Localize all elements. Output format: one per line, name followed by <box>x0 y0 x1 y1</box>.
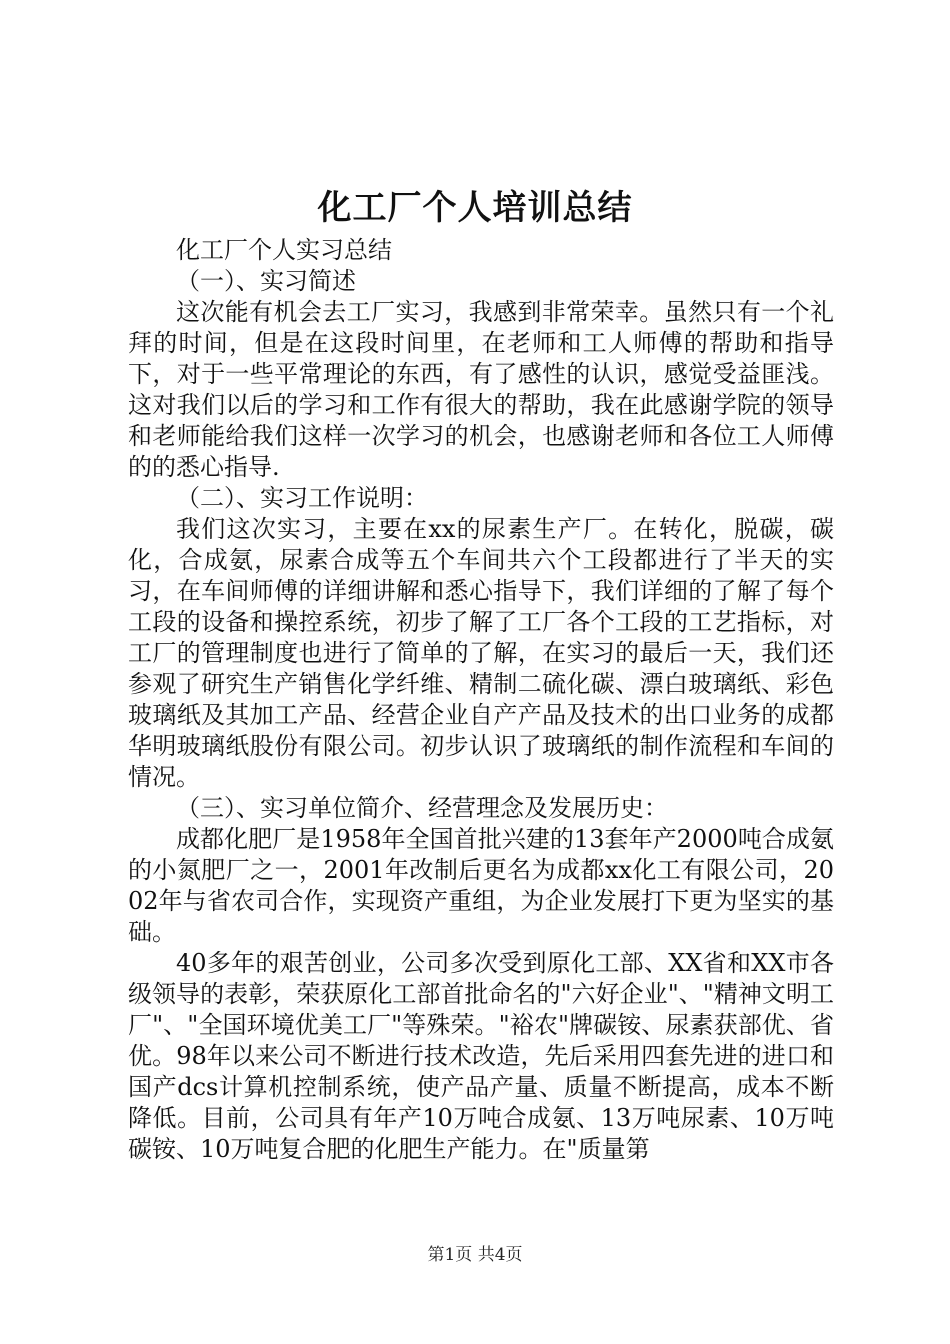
section-heading-2: （二）、实习工作说明： <box>176 484 428 512</box>
page-number-footer: 第1页 共4页 <box>427 1245 523 1265</box>
document-body <box>128 235 834 1165</box>
document-title: 化工厂个人培训总结 <box>317 188 633 228</box>
body-paragraph-4: 40多年的艰苦创业，公司多次受到原化工部、XX省和XX市各级领导的表彰，荣获原化工部首批命名的"六好企业"、"精神文明工厂"、"全国环境优美工厂"等殊荣。"裕农"牌碳铵、尿素获部优、省优。98年以来公司不断进行技术改造，先后采用四套先进的进口和国产dcs计算机控制系统，使产品产量、质量不断提高，成本不断降低。目前，公司具有年产10万吨合成氨、13万吨尿素、10万吨碳铵、10万吨复合肥的化肥生产能力。在"质量第 <box>128 949 834 1163</box>
body-paragraph-2: 我们这次实习，主要在xx的尿素生产厂。在转化，脱碳，碳化，合成氨，尿素合成等五个车间共六个工段都进行了半天的实习，在车间师傅的详细讲解和悉心指导下，我们详细的了解了每个工段的设备和操控系统，初步了解了工厂各个工段的工艺指标，对工厂的管理制度也进行了简单的了解，在实习的最后一天，我们还参观了研究生产销售化学纤维、精制二硫化碳、漂白玻璃纸、彩色玻璃纸及其加工产品、经营企业自产产品及技术的出口业务的成都华明玻璃纸股份有限公司。初步认识了玻璃纸的制作流程和车间的情况。 <box>128 515 834 791</box>
section-heading-1: （一）、实习简述 <box>176 267 356 295</box>
body-paragraph-1: 这次能有机会去工厂实习，我感到非常荣幸。虽然只有一个礼拜的时间，但是在这段时间里，在老师和工人师傅的帮助和指导下，对于一些平常理论的东西，有了感性的认识，感觉受益匪浅。这对我们以后的学习和工作有很大的帮助，我在此感谢学院的领导和老师能给我们这样一次学习的机会，也感谢老师和各位工人师傅的的悉心指导. <box>128 298 834 481</box>
body-paragraph-3: 成都化肥厂是1958年全国首批兴建的13套年产2000吨合成氨的小氮肥厂之一，2001年改制后更名为成都xx化工有限公司，2002年与省农司合作，实现资产重组，为企业发展打下更为坚实的基础。 <box>128 825 834 946</box>
subtitle-paragraph: 化工厂个人实习总结 <box>176 236 392 264</box>
section-heading-3: （三）、实习单位简介、经营理念及发展历史： <box>176 794 668 822</box>
